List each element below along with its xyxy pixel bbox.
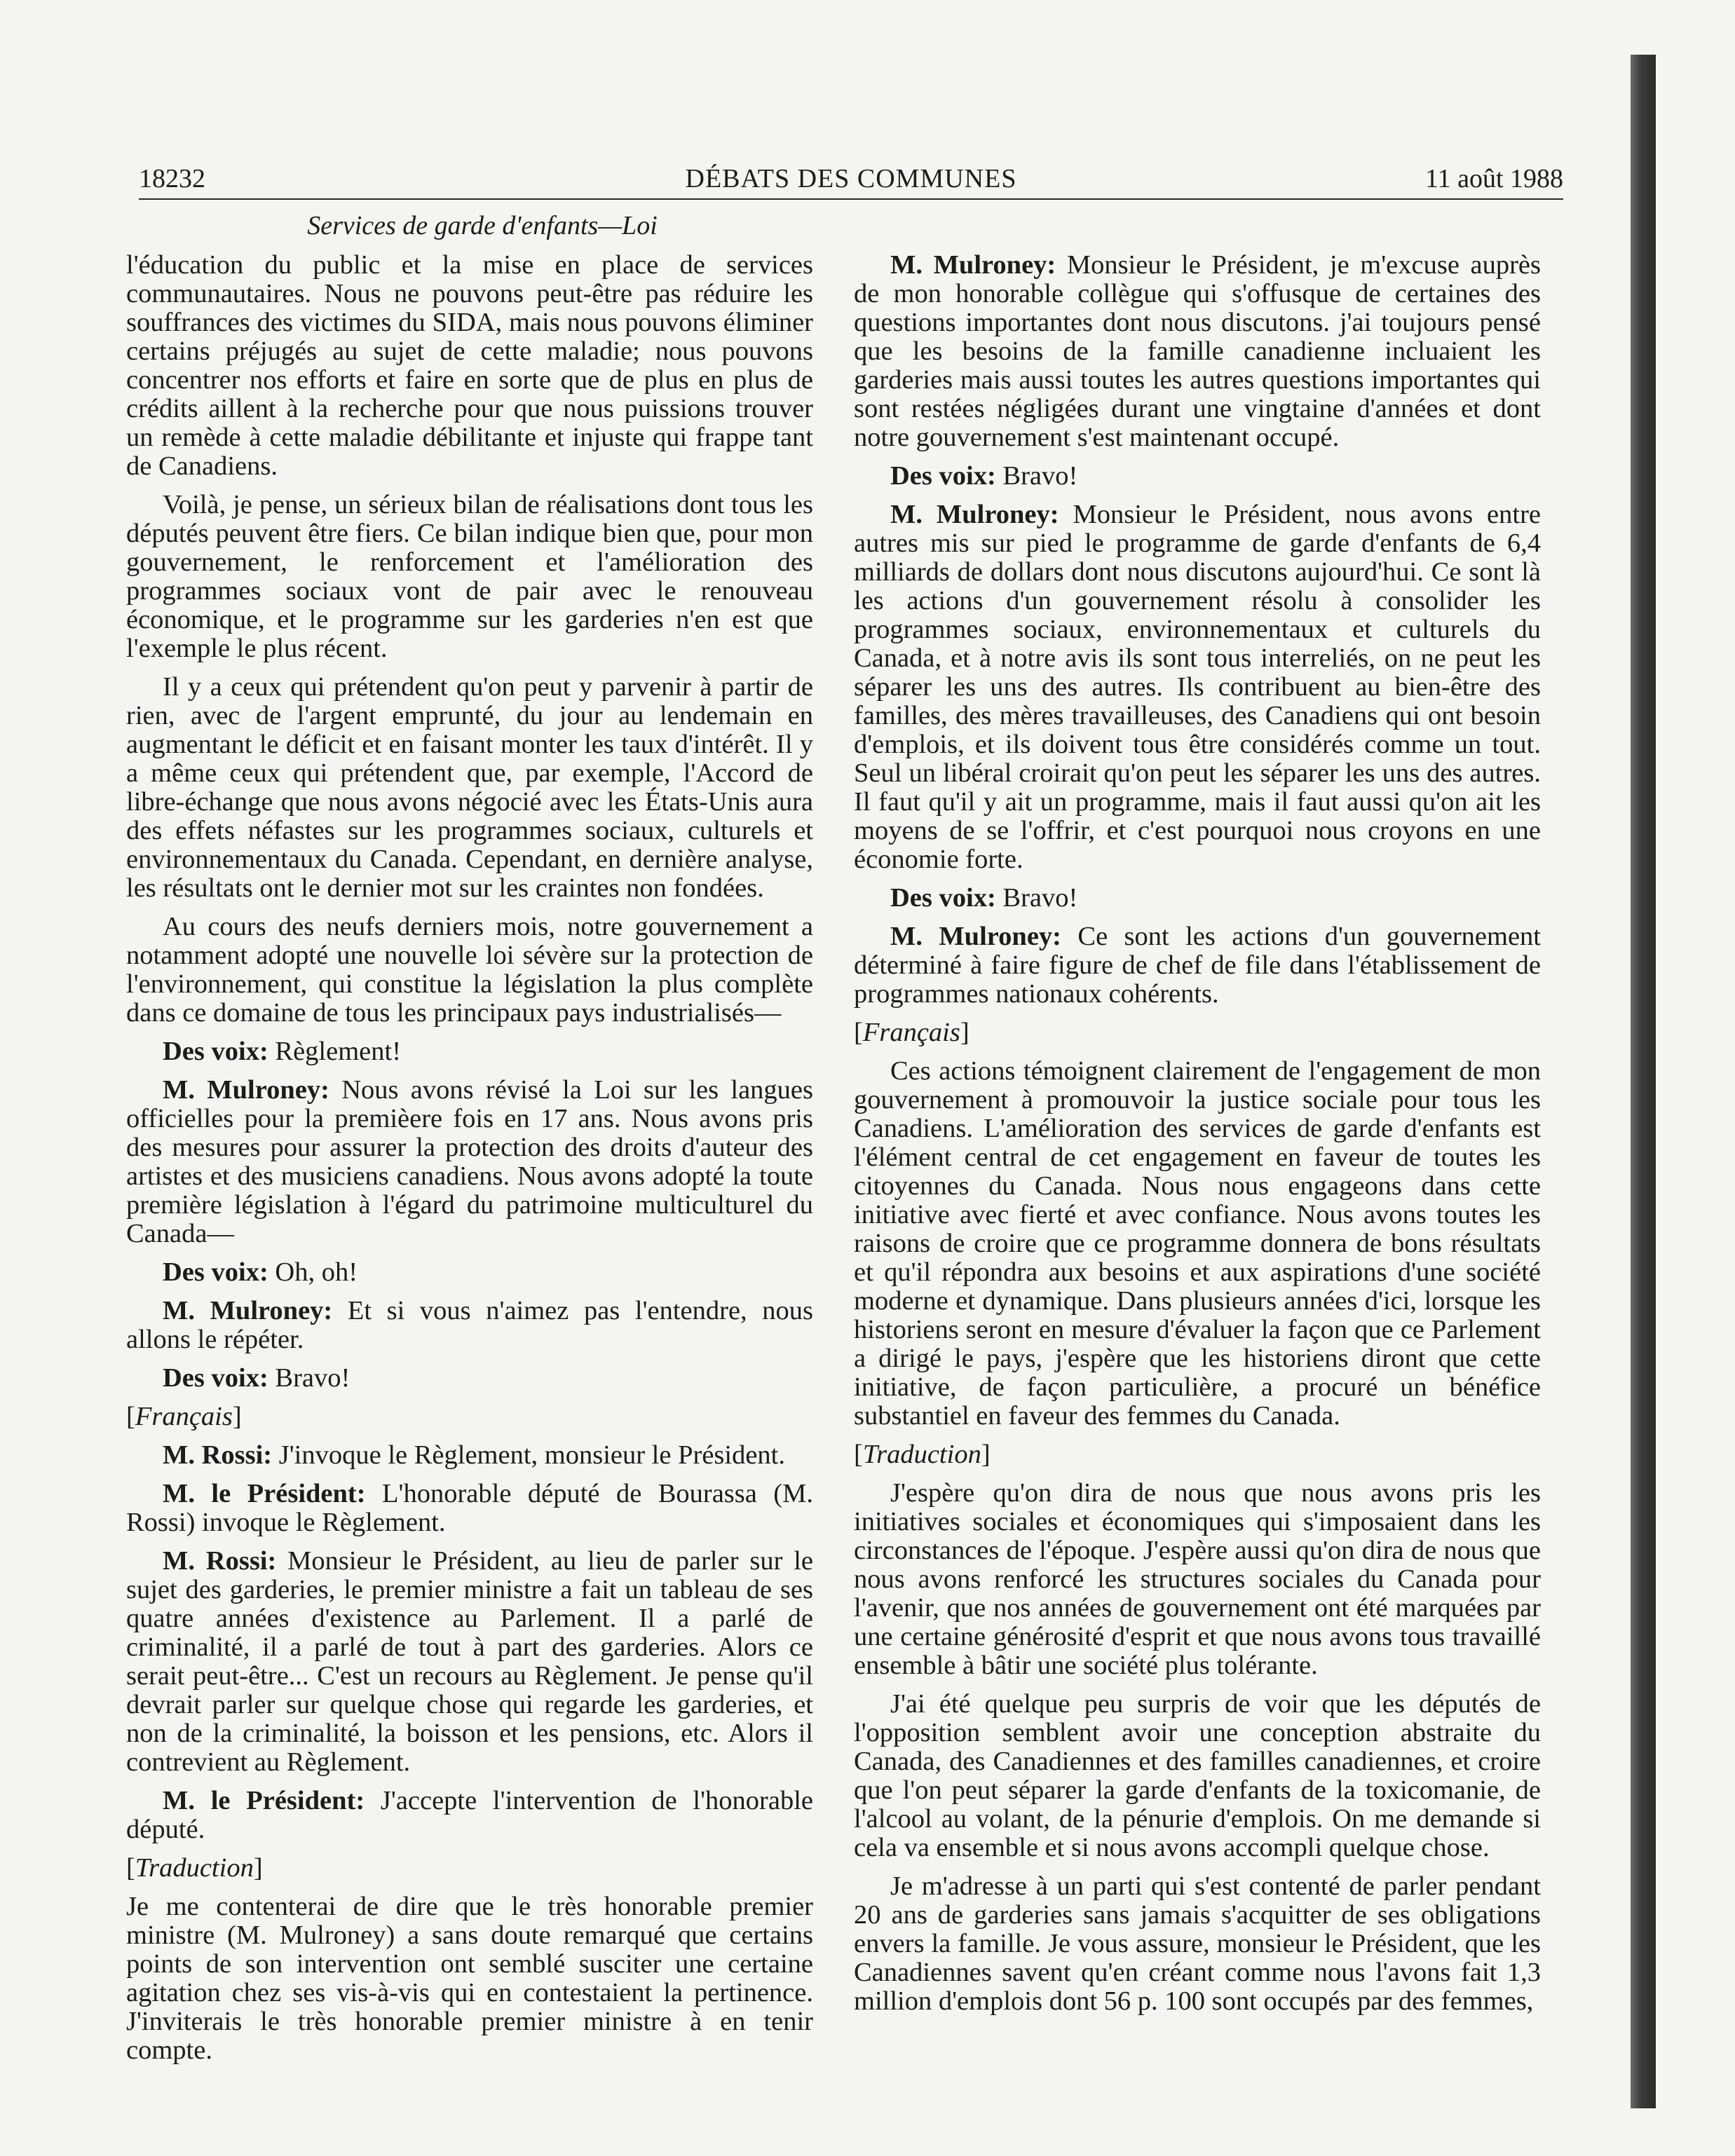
speech-paragraph (126, 1480, 813, 1537)
text-paragraph (126, 673, 813, 903)
speech-paragraph (126, 1364, 813, 1393)
paragraph-text: Règlement! (268, 1037, 402, 1066)
paragraph-text: Ce sont les actions d'un gouvernement déterminé à faire figure de chef de file dans l'établissement de programmes nationaux cohérents. (854, 922, 1542, 1009)
speaker-name: Des voix: (890, 883, 996, 913)
text-paragraph (854, 1057, 1541, 1431)
language-tag: [Traduction] (126, 1853, 263, 1883)
text-paragraph (126, 251, 813, 481)
paragraph-text: Bravo! (268, 1363, 351, 1393)
speaker-name: M. Rossi: (163, 1440, 273, 1470)
speaker-name: M. Mulroney: (890, 250, 1056, 280)
speech-paragraph (126, 1297, 813, 1354)
left-column (126, 250, 814, 2065)
speech-paragraph (126, 1076, 813, 1248)
paragraph-text: Bravo! (995, 461, 1078, 491)
paragraph-text: Bravo! (995, 883, 1078, 913)
speech-paragraph (126, 1787, 813, 1844)
paragraph-text: J'espère qu'on dira de nous que nous avons pris les initiatives sociales et économiques qui s'imposaient dans les circonstances de l'époque. J'espère aussi qu'on dira de nous que nous avons renforcé les structures sociales du Canada pour l'avenir, que nos années de gouvernement ont été marquées par une certaine générosité d'esprit et que nous avons tous travaillé ensemble à bâtir une société plus tolérante. (854, 1478, 1541, 1680)
speaker-name: Des voix: (163, 1363, 268, 1393)
speaker-name: M. Mulroney: (890, 922, 1062, 951)
paragraph-text: Ces actions témoignent clairement de l'engagement de mon gouvernement à promouvoir la justice sociale pour tous les Canadiens. L'amélioration des services de garde d'enfants est l'élément central de cet engagement en faveur de toutes les citoyennes du Canada. Nous nous engageons dans cette initiative avec fierté et avec confiance. Nous avons toutes les raisons de croire que ce programme donnera de bons résultats et qu'il répondra aux besoins et aux aspirations d'une société moderne et dynamique. Dans plusieurs années d'ici, lorsque les historiens seront en mesure d'évaluer la façon que ce Parlement a dirigé le pays, j'espère que les historiens diront que cette initiative, de façon particulière, a procuré un bénéfice substantiel en faveur des femmes du Canada. (854, 1056, 1541, 1431)
text-paragraph (854, 1479, 1541, 1680)
language-tag: [Français] (854, 1018, 969, 1047)
paragraph-text: Au cours des neufs derniers mois, notre gouvernement a notamment adopté une nouvelle loi sévère sur la protection de l'environnement, qui constitue la législation la plus complète dans ce domaine de tous les principaux pays industrialisés— (126, 912, 813, 1028)
paragraph-text: J'ai été quelque peu surpris de voir que les députés de l'opposition semblent avoir une conception abstraite du Canada, des Canadiennes et des familles canadiennes, et croire que l'on peut séparer la garde d'enfants de la toxicomanie, de l'alcool au volant, de la pénurie d'emplois. On me demande si cela va ensemble et si nous avons accompli quelque chose. (854, 1689, 1541, 1862)
speech-paragraph (126, 1441, 813, 1470)
speech-paragraph (126, 1258, 813, 1287)
speech-paragraph (854, 922, 1541, 1009)
speaker-name: Des voix: (890, 461, 996, 491)
text-paragraph (854, 1690, 1541, 1862)
paragraph-text: Nous avons révisé la Loi sur les langues officielles pour la premièere fois en 17 ans. Nous avons pris des mesures pour assurer la protection des droits d'auteur des artistes et des musiciens canadiens. Nous avons adopté la toute première législation à l'égard du patrimoine multiculturel du Canada— (126, 1075, 813, 1248)
speech-paragraph (854, 884, 1541, 913)
speech-paragraph (854, 500, 1541, 874)
paragraph-text: J'invoque le Règlement, monsieur le Président. (272, 1440, 786, 1470)
speaker-name: M. le Président: (163, 1479, 366, 1508)
paragraph-text: Voilà, je pense, un sérieux bilan de réalisations dont tous les députés peuvent être fiers. Ce bilan indique bien que, pour mon gouvernement, le renforcement et l'amélioration des programmes sociaux vont de pair avec le renouveau économique, et le programme sur les garderies n'en est que l'exemple le plus récent. (126, 490, 813, 663)
language-tag: [Traduction] (854, 1440, 991, 1469)
text-paragraph (126, 913, 813, 1028)
speaker-name: M. Mulroney: (163, 1075, 329, 1105)
speech-paragraph (126, 1037, 813, 1066)
speaker-name: M. Rossi: (163, 1546, 277, 1576)
paragraph-text: L'honorable député de Bourassa (M. Rossi) invoque le Règlement. (126, 1479, 813, 1537)
paragraph-text: Je me contenterai de dire que le très honorable premier ministre (M. Mulroney) a sans doute remarqué que certains points de son intervention ont semblé susciter une certaine agitation chez ses vis-à-vis qui en contestaient la pertinence. J'inviterais le très honorable premier ministre à en tenir compte. (126, 1892, 813, 2065)
paragraph-text: Il y a ceux qui prétendent qu'on peut y parvenir à partir de rien, avec de l'argent emprunté, du jour au lendemain en augmentant le déficit et en faisant monter les taux d'intérêt. Il y a même ceux qui prétendent que, par exemple, l'Accord de libre-échange que nous avons négocié avec les États-Unis aura des effets néfastes sur les programmes sociaux, culturels et environnementaux du Canada. Cependant, en dernière analyse, les résultats ont le dernier mot sur les craintes non fondées. (126, 672, 813, 903)
right-column (854, 251, 1541, 2038)
running-title: Services de garde d'enfants—Loi (307, 211, 658, 240)
publication-date: 11 août 1988 (1424, 164, 1563, 193)
scan-binding-edge (1631, 55, 1656, 2108)
paragraph-text: Monsieur le Président, je m'excuse auprès de mon honorable collègue qui s'offusque de certaines des questions importantes dont nous discutons. j'ai toujours pensé que les besoins de la famille canadienne incluaient les garderies mais aussi toutes les autres questions importantes qui sont restées négligées durant une vingtaine d'années et dont notre gouvernement s'est maintenant occupé. (854, 250, 1541, 452)
speaker-name: M. Mulroney: (890, 500, 1059, 529)
speech-paragraph (854, 462, 1541, 491)
page-header (139, 159, 1563, 200)
speech-paragraph (126, 1547, 813, 1777)
language-tag: [Français] (126, 1402, 242, 1431)
speaker-name: Des voix: (163, 1037, 268, 1066)
paragraph-text: Monsieur le Président, au lieu de parler sur le sujet des garderies, le premier ministre a fait un tableau de ses quatre années d'existence au Parlement. Il a parlé de criminalité, il a parlé de tout à part des garderies. Alors ce serait peut-être... C'est un recours au Règlement. Je pense qu'il devrait parler sur quelque chose qui regarde les garderies, et non de la criminalité, la boisson et les pensions, etc. Alors il contrevient au Règlement. (126, 1546, 814, 1777)
paragraph-text: Et si vous n'aimez pas l'entendre, nous allons le répéter. (126, 1296, 813, 1354)
paragraph-text: Je m'adresse à un parti qui s'est contenté de parler pendant 20 ans de garderies sans jamais s'acquitter de ses obligations envers la famille. Je vous assure, monsieur le Président, que les Canadiennes savent qu'en créant comme nous l'avons fait 1,3 million d'emplois dont 56 p. 100 sont occupés par des femmes, (854, 1871, 1541, 2016)
text-paragraph (854, 1872, 1541, 2016)
speaker-name: M. le Président: (163, 1786, 365, 1815)
paragraph-text: l'éducation du public et la mise en place de services communautaires. Nous ne pouvons peut-être pas réduire les souffrances des victimes du SIDA, mais nous pouvons éliminer certains préjugés au sujet de cette maladie; nous pouvons concentrer nos efforts et faire en sorte que de plus en plus de crédits aillent à la recherche pour que nous puissions trouver un remède à cette maladie débilitante et injuste qui frappe tant de Canadiens. (126, 250, 813, 481)
page-number: 18232 (139, 164, 205, 193)
paragraph-text: Monsieur le Président, nous avons entre autres mis sur pied le programme de garde d'enfants de 6,4 milliards de dollars dont nous discutons aujourd'hui. Ce sont là les actions d'un gouvernement résolu à consolider les programmes sociaux, environnementaux et culturels du Canada, et à notre avis ils sont tous interreliés, on ne peut les séparer les uns des autres. Ils contribuent au bien-être des familles, des mères travailleuses, des Canadiens qui ont besoin d'emplois, et ils doivent tous être considérés comme un tout. Seul un libéral croirait qu'on peut les séparer les uns des autres. Il faut qu'il y ait un programme, mais il faut aussi qu'on ait les moyens de se l'offrir, et c'est pourquoi nous croyons en une économie forte. (854, 500, 1542, 874)
speaker-name: Des voix: (163, 1257, 268, 1287)
speech-paragraph (854, 251, 1541, 452)
paragraph-text: J'accepte l'intervention de l'honorable député. (126, 1786, 813, 1844)
paragraph-text: Oh, oh! (268, 1257, 358, 1287)
text-paragraph (126, 491, 813, 663)
speaker-name: M. Mulroney: (163, 1296, 333, 1325)
text-paragraph (126, 1892, 813, 2065)
publication-title: DÉBATS DES COMMUNES (685, 164, 1017, 193)
